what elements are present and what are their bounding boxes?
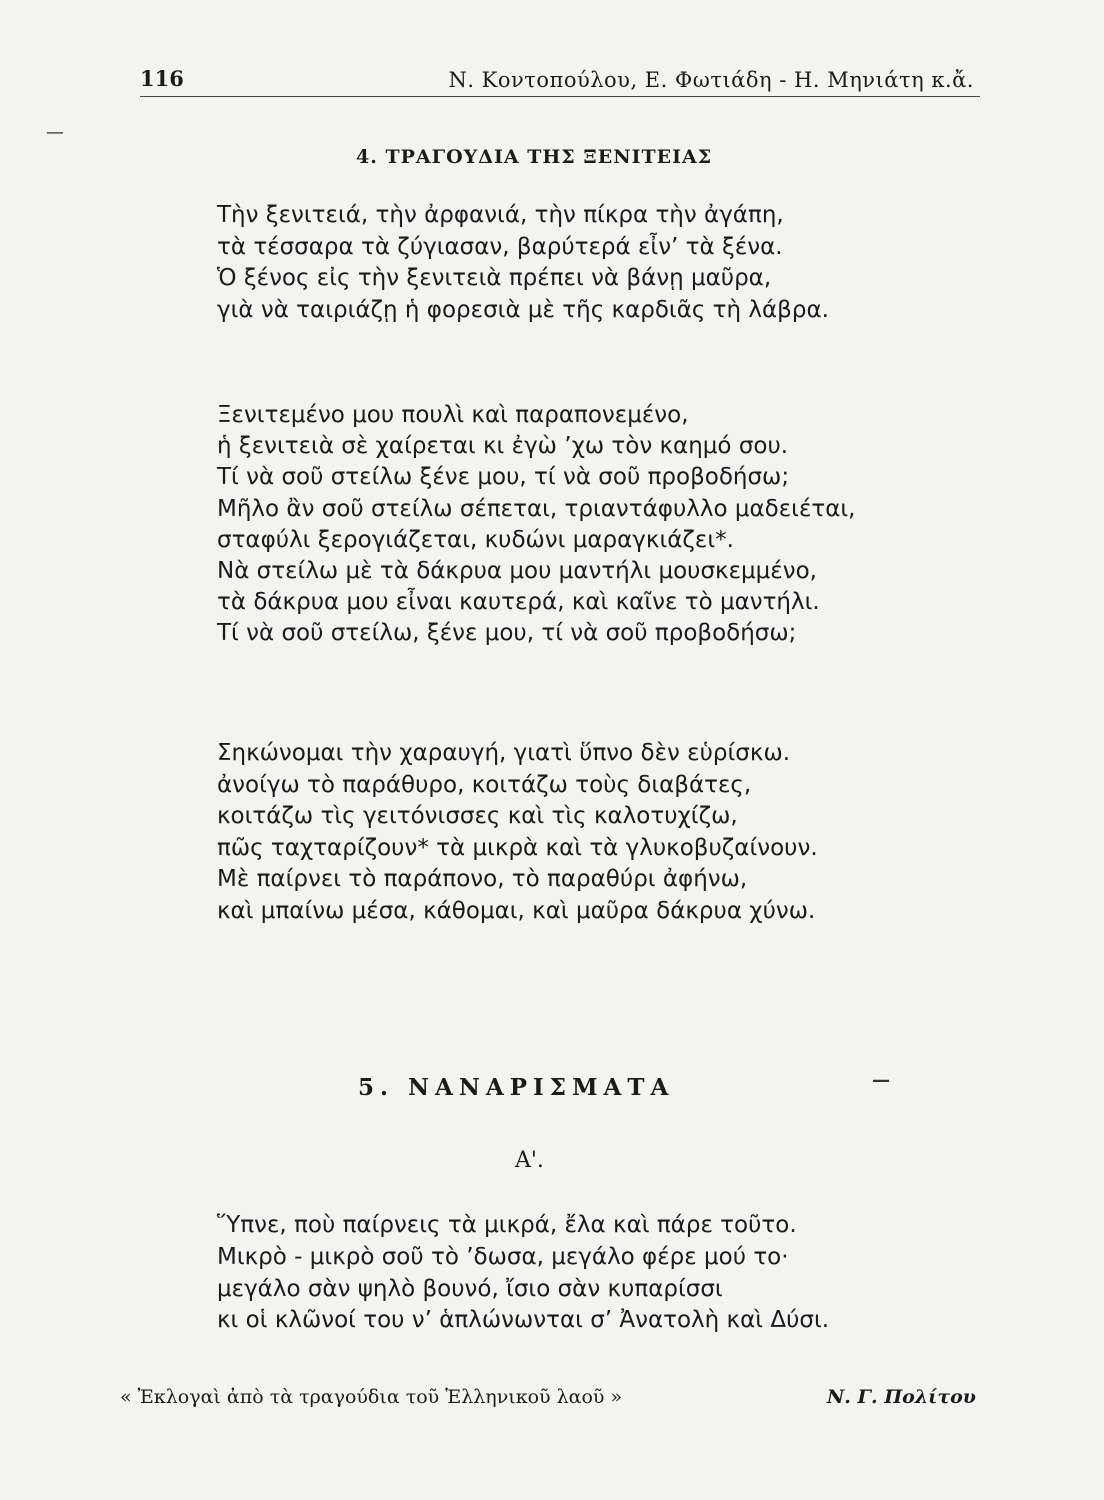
verse-line: Μικρὸ - μικρὸ σοῦ τὸ ’δωσα, μεγάλο φέρε μού το·	[217, 1243, 789, 1270]
page-header	[140, 66, 980, 97]
section-heading-4: 4. ΤΡΑΓΟΥΔΙΑ ΤΗΣ ΞΕΝΙΤΕΙΑΣ	[356, 146, 713, 168]
verse-line: Μῆλο ἂν σοῦ στείλω σέπεται, τριαντάφυλλο μαδειέται,	[217, 495, 856, 522]
source-title: « Ἐκλογαὶ ἀπὸ τὰ τραγούδια τοῦ Ἑλληνικοῦ λαοῦ »	[120, 1386, 623, 1408]
running-head: Ν. Κοντοπούλου, Ε. Φωτιάδη - Η. Μηνιάτη κ.ἄ.	[448, 68, 974, 92]
subheading-alpha: Α'.	[515, 1148, 544, 1173]
verse-line: Τί νὰ σοῦ στείλω, ξένε μου, τί νὰ σοῦ προβοδήσω;	[217, 620, 797, 647]
verse-line: Ὁ ξένος εἰς τὴν ξενιτειὰ πρέπει νὰ βάνῃ μαῦρα,	[217, 265, 772, 292]
stanza-3	[217, 738, 977, 928]
margin-dash: —	[872, 1070, 890, 1091]
source-author: Ν. Γ. Πολίτου	[826, 1386, 976, 1408]
verse-line: πῶς ταχταρίζουν* τὰ μικρὰ καὶ τὰ γλυκοβυζαίνουν.	[217, 834, 818, 861]
stanza-1	[217, 200, 977, 327]
verse-line: τὰ δάκρυα μου εἶναι καυτερά, καὶ καῖνε τὸ μαντήλι.	[217, 589, 820, 616]
verse-line: γιὰ νὰ ταιριάζῃ ἡ φορεσιὰ μὲ τῆς καρδιᾶς τὴ λάβρα.	[217, 297, 829, 324]
verse-line: Τί νὰ σοῦ στείλω ξένε μου, τί νὰ σοῦ προβοδήσω;	[217, 464, 790, 491]
verse-line: Ξενιτεμένο μου πουλὶ καὶ παραπονεμένο,	[217, 402, 689, 428]
verse-line: Σηκώνομαι τὴν χαραυγή, γιατὶ ὕπνο δὲν εὑρίσκω.	[217, 740, 791, 766]
verse-line: κι οἱ κλῶνοί του ν’ ἁπλώνωνται σ’ Ἀνατολὴ καὶ Δύσι.	[217, 1307, 830, 1334]
verse-line: Μὲ παίρνει τὸ παράπονο, τὸ παραθύρι ἀφήνω,	[217, 866, 748, 893]
verse-line: ἡ ξενιτειὰ σὲ χαίρεται κι ἐγὼ ’χω τὸν καημό σου.	[217, 433, 789, 460]
source-footer	[120, 1386, 980, 1416]
verse-line: Ὕπνε, ποὺ παίρνεις τὰ μικρά, ἔλα καὶ πάρε τοῦτο.	[217, 1212, 797, 1238]
verse-line: τὰ τέσσαρα τὰ ζύγιασαν, βαρύτερά εἶν’ τὰ ξένα.	[217, 233, 783, 260]
page-number: 116	[140, 66, 184, 91]
verse-line: κοιτάζω τὶς γειτόνισσες καὶ τὶς καλοτυχίζω,	[217, 803, 738, 830]
stanza-2	[217, 400, 977, 650]
section-heading-5: 5. ΝΑΝΑΡΙΣΜΑΤΑ	[358, 1074, 675, 1101]
verse-line: Νὰ στείλω μὲ τὰ δάκρυα μου μαντήλι μουσκεμμένο,	[217, 558, 817, 585]
verse-line: ἀνοίγω τὸ παράθυρο, κοιτάζω τοὺς διαβάτες,	[217, 771, 752, 798]
verse-line: σταφύλι ξερογιάζεται, κυδώνι μαραγκιάζει*.	[217, 526, 734, 553]
margin-dash: —	[46, 122, 64, 143]
verse-line: Τὴν ξενιτειά, τὴν ἀρφανιά, τὴν πίκρα τὴν ἀγάπη,	[217, 202, 784, 228]
stanza-4	[217, 1210, 977, 1337]
verse-line: μεγάλο σὰν ψηλὸ βουνό, ἴσιο σὰν κυπαρίσσι	[217, 1275, 723, 1302]
verse-line: καὶ μπαίνω μέσα, κάθομαι, καὶ μαῦρα δάκρυα χύνω.	[217, 897, 816, 924]
